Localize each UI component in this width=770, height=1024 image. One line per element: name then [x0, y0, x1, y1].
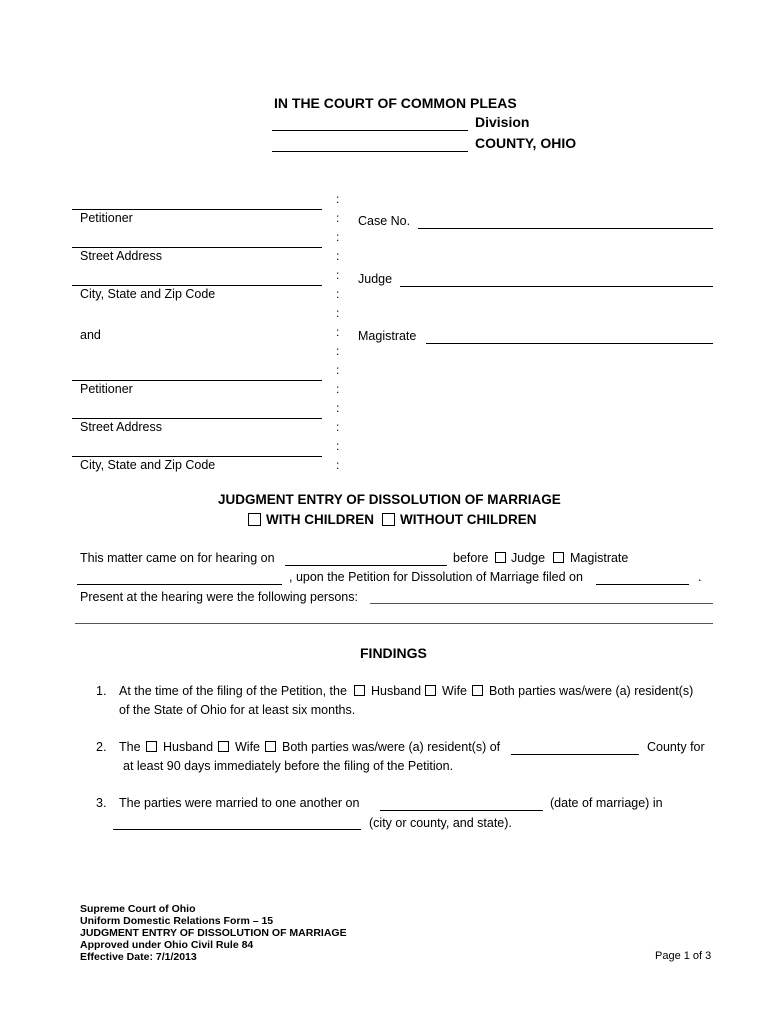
hearing-text: This matter came on for hearing on	[80, 551, 275, 565]
finding-2-husband-label: Husband	[163, 740, 214, 754]
and-label: and	[80, 328, 101, 342]
petition-filed-date-field[interactable]	[596, 584, 689, 585]
footer-form-title: JUDGMENT ENTRY OF DISSOLUTION OF MARRIAGE	[80, 927, 347, 939]
footer-effective-date: Effective Date: 7/1/2013	[80, 951, 197, 963]
separator-colon: :	[336, 458, 340, 472]
finding-2-wife-label: Wife	[235, 740, 260, 754]
magistrate-field[interactable]	[426, 343, 713, 344]
petitioner1-city-line[interactable]	[72, 285, 322, 286]
separator-colon: :	[336, 230, 340, 244]
finding-3-date-field[interactable]	[380, 810, 543, 811]
hearing-officer-field[interactable]	[77, 584, 282, 585]
finding-2-number: 2.	[96, 740, 107, 754]
with-children-label: WITH CHILDREN	[266, 512, 374, 527]
without-children-label: WITHOUT CHILDREN	[400, 512, 537, 527]
footer-form-name: Uniform Domestic Relations Form – 15	[80, 915, 274, 927]
petitioner2-label: Petitioner	[80, 382, 133, 396]
finding-2-wife-checkbox[interactable]	[218, 741, 229, 752]
finding-2-both-label: Both parties was/were (a) resident(s) of	[282, 740, 501, 754]
petitioner2-city-line[interactable]	[72, 456, 322, 457]
petition-filed-text: , upon the Petition for Dissolution of Marriage filed on	[289, 570, 583, 584]
footer-court: Supreme Court of Ohio	[80, 903, 196, 915]
finding-2-county-for: County for	[647, 740, 705, 754]
finding-1-husband-checkbox[interactable]	[354, 685, 365, 696]
finding-3-number: 3.	[96, 796, 107, 810]
petitioner1-city-label: City, State and Zip Code	[80, 287, 216, 301]
county-label: COUNTY, OHIO	[475, 135, 577, 151]
finding-1-husband-label: Husband	[371, 684, 422, 698]
separator-colon: :	[336, 249, 340, 263]
finding-2-the: The	[119, 740, 141, 754]
division-blank[interactable]	[272, 130, 468, 131]
page-number: Page 1 of 3	[655, 950, 712, 962]
footer-rule: Approved under Ohio Civil Rule 84	[80, 939, 254, 951]
judge-checkbox[interactable]	[495, 552, 506, 563]
magistrate-label: Magistrate	[358, 329, 417, 343]
with-children-checkbox[interactable]	[248, 513, 261, 526]
findings-heading: FINDINGS	[360, 645, 427, 661]
petitioner1-name-line[interactable]	[72, 209, 322, 210]
magistrate-option-label: Magistrate	[570, 551, 629, 565]
finding-3-place-field[interactable]	[113, 829, 361, 830]
county-blank[interactable]	[272, 151, 468, 152]
petitioner2-city-label: City, State and Zip Code	[80, 458, 216, 472]
judge-option-label: Judge	[511, 551, 546, 565]
separator-colon: :	[336, 382, 340, 396]
without-children-checkbox[interactable]	[382, 513, 395, 526]
petitioner1-label: Petitioner	[80, 211, 133, 225]
case-no-label: Case No.	[358, 214, 411, 228]
finding-1-both-checkbox[interactable]	[472, 685, 483, 696]
court-title: IN THE COURT OF COMMON PLEAS	[274, 95, 517, 111]
separator-colon: :	[336, 325, 340, 339]
finding-1-number: 1.	[96, 684, 107, 698]
separator-colon: :	[336, 211, 340, 225]
finding-1-both-label: Both parties was/were (a) resident(s)	[489, 684, 694, 698]
case-no-field[interactable]	[418, 228, 713, 229]
before-label: before	[453, 551, 489, 565]
division-label: Division	[475, 114, 530, 130]
finding-3-text: The parties were married to one another on	[119, 796, 360, 810]
finding-1-text: At the time of the filing of the Petition, the	[119, 684, 347, 698]
present-persons-field-2[interactable]	[75, 623, 713, 624]
finding-3-place-label: (city or county, and state).	[369, 816, 512, 830]
period: .	[698, 570, 702, 584]
hearing-date-field[interactable]	[285, 565, 447, 566]
finding-2-text-b: at least 90 days immediately before the filing of the Petition.	[123, 759, 454, 773]
separator-colon: :	[336, 401, 340, 415]
judge-field[interactable]	[400, 286, 713, 287]
finding-2-husband-checkbox[interactable]	[146, 741, 157, 752]
separator-colon: :	[336, 420, 340, 434]
finding-1-wife-label: Wife	[442, 684, 467, 698]
separator-colon: :	[336, 192, 340, 206]
separator-colon: :	[336, 306, 340, 320]
separator-colon: :	[336, 268, 340, 282]
finding-3-date-label: (date of marriage) in	[550, 796, 663, 810]
present-persons-field[interactable]	[370, 603, 713, 604]
petitioner2-name-line[interactable]	[72, 380, 322, 381]
petitioner1-street-label: Street Address	[80, 249, 162, 263]
magistrate-checkbox[interactable]	[553, 552, 564, 563]
separator-colon: :	[336, 344, 340, 358]
petitioner1-street-line[interactable]	[72, 247, 322, 248]
petitioner2-street-label: Street Address	[80, 420, 162, 434]
finding-2-both-checkbox[interactable]	[265, 741, 276, 752]
finding-1-wife-checkbox[interactable]	[425, 685, 436, 696]
separator-colon: :	[336, 363, 340, 377]
separator-colon: :	[336, 439, 340, 453]
document-title: JUDGMENT ENTRY OF DISSOLUTION OF MARRIAGE	[218, 492, 561, 507]
finding-2-county-field[interactable]	[511, 754, 639, 755]
present-text: Present at the hearing were the following persons:	[80, 590, 358, 604]
finding-1-text-b: of the State of Ohio for at least six months.	[119, 703, 356, 717]
petitioner2-street-line[interactable]	[72, 418, 322, 419]
judge-label: Judge	[358, 272, 393, 286]
separator-colon: :	[336, 287, 340, 301]
